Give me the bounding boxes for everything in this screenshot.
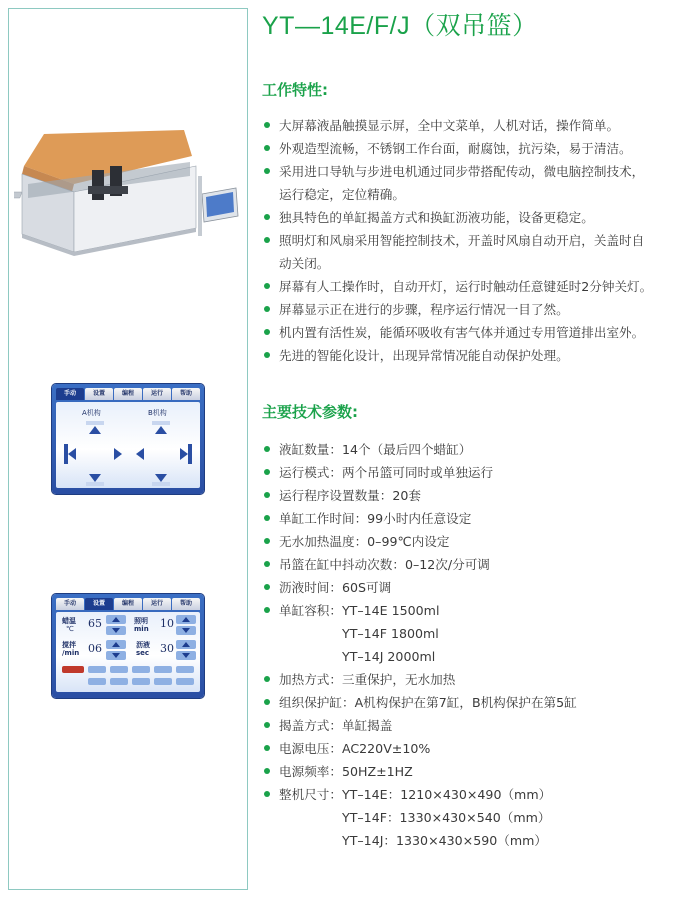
spec-value: 单缸揭盖 xyxy=(341,718,393,733)
spec-item xyxy=(262,714,674,737)
drain-unit: sec xyxy=(136,649,150,657)
features-list xyxy=(262,114,674,367)
wax-temp-unit: ℃ xyxy=(66,625,74,633)
spec-item xyxy=(262,576,674,599)
spec-label: 运行程序设置数量： xyxy=(279,488,393,503)
arrow-right-icon xyxy=(180,444,192,464)
arrow-up-icon xyxy=(152,421,170,434)
tab-run[interactable]: 运行 xyxy=(143,388,171,400)
tab-settings[interactable]: 设置 xyxy=(85,598,113,610)
feature-item: 运行稳定，定位精确。 xyxy=(279,187,405,202)
spec-value: YT–14E 1500ml xyxy=(341,603,440,618)
touchscreen-manual-view xyxy=(52,384,204,494)
spec-value: A机构保护在第7缸，B机构保护在第5缸 xyxy=(354,695,577,710)
tab-help[interactable]: 帮助 xyxy=(172,598,200,610)
spec-label: 单缸工作时间： xyxy=(279,511,368,526)
wax-temp-label: 蜡温 xyxy=(62,617,76,625)
stepper-buttons xyxy=(56,612,200,692)
feature-item: 屏幕有人工操作时，自动开灯，运行时触动任意键延时2分钟关灯。 xyxy=(262,275,674,298)
spec-item xyxy=(262,484,674,507)
spec-value: YT–14F 1800ml xyxy=(342,626,439,641)
light-value: 10 xyxy=(160,617,174,630)
light-unit: min xyxy=(134,625,149,633)
spec-label: 加热方式： xyxy=(279,672,342,687)
arrow-left-icon xyxy=(64,444,76,464)
arrow-up-icon xyxy=(86,421,104,434)
tab-program[interactable]: 编程 xyxy=(114,388,142,400)
spec-label: 整机尺寸： xyxy=(279,787,342,802)
tab-program[interactable]: 编程 xyxy=(114,598,142,610)
feature-item: 动关闭。 xyxy=(279,256,330,271)
spec-value: YT–14J：1330×430×590（mm） xyxy=(342,833,547,848)
spec-label: 电源电压： xyxy=(279,741,342,756)
spec-value: 0–12次/分可调 xyxy=(404,557,490,572)
feature-item: 外观造型流畅，不锈钢工作台面，耐腐蚀，抗污染，易于清洁。 xyxy=(262,137,674,160)
spec-item xyxy=(262,553,674,576)
feature-item: 先进的智能化设计，出现异常情况能自动保护处理。 xyxy=(262,344,674,367)
spec-value: YT–14J 2000ml xyxy=(342,649,436,664)
feature-item: 屏幕显示正在进行的步骤，程序运行情况一目了然。 xyxy=(262,298,674,321)
spec-value: 14个（最后四个蜡缸） xyxy=(341,442,472,457)
spec-label: 揭盖方式： xyxy=(279,718,342,733)
spec-value: 60S可调 xyxy=(341,580,392,595)
spec-value: 50HZ±1HZ xyxy=(341,764,413,779)
tab-settings[interactable]: 设置 xyxy=(85,388,113,400)
spec-item xyxy=(262,507,674,530)
spec-item xyxy=(262,668,674,691)
feature-item: 照明灯和风扇采用智能控制技术，开盖时风扇自动开启，关盖时自 xyxy=(262,229,674,252)
arrow-left-icon xyxy=(136,448,144,460)
light-label: 照明 xyxy=(134,617,148,625)
spec-label: 组织保护缸： xyxy=(279,695,355,710)
wax-temp-value: 65 xyxy=(88,617,102,630)
spec-value: 99小时内任意设定 xyxy=(367,511,472,526)
spec-value-continued xyxy=(262,645,674,668)
spec-value: 三重保护，无水加热 xyxy=(341,672,456,687)
spec-value: 0–99℃内设定 xyxy=(367,534,450,549)
feature-item: 独具特色的单缸揭盖方式和换缸沥液功能，设备更稳定。 xyxy=(262,206,674,229)
stir-unit: /min xyxy=(62,649,80,657)
spec-label: 电源频率： xyxy=(279,764,342,779)
spec-item xyxy=(262,438,674,461)
drain-value: 30 xyxy=(160,642,174,655)
spec-item xyxy=(262,760,674,783)
mechanism-b-label: B机构 xyxy=(148,409,167,417)
spec-item xyxy=(262,530,674,553)
screen-tabs xyxy=(56,598,200,610)
tab-run[interactable]: 运行 xyxy=(143,598,171,610)
feature-item: 机内置有活性炭，能循环吸收有害气体并通过专用管道排出室外。 xyxy=(262,321,674,344)
spec-value-continued xyxy=(262,829,674,852)
spec-value: YT–14E：1210×430×490（mm） xyxy=(341,787,552,802)
processor-machine-illustration xyxy=(14,126,246,276)
arrow-controls xyxy=(56,402,200,488)
spec-value: YT–14F：1330×430×540（mm） xyxy=(342,810,551,825)
arrow-down-icon xyxy=(86,474,104,486)
stir-label: 搅拌 xyxy=(62,641,76,649)
features-heading: 工作特性: xyxy=(262,81,328,99)
screen-body xyxy=(56,402,200,488)
screen-tabs xyxy=(56,388,200,400)
spec-label: 运行模式： xyxy=(279,465,342,480)
mechanism-a-label: A机构 xyxy=(82,409,101,417)
spec-item xyxy=(262,691,674,714)
spec-item xyxy=(262,783,674,806)
spec-item xyxy=(262,737,674,760)
spec-item xyxy=(262,599,674,622)
spec-value: 两个吊篮可同时或单独运行 xyxy=(341,465,494,480)
feature-item: 采用进口导轨与步进电机通过同步带搭配传动，微电脑控制技术， xyxy=(262,160,674,183)
tab-manual[interactable]: 手动 xyxy=(56,598,84,610)
spec-value-continued xyxy=(262,806,674,829)
arrow-down-icon xyxy=(152,474,170,486)
drain-label: 沥液 xyxy=(136,641,150,649)
spec-item xyxy=(262,461,674,484)
basket-mechanism-a xyxy=(92,170,104,200)
spec-label: 单缸容积： xyxy=(279,603,342,618)
spec-value: AC220V±10% xyxy=(341,741,431,756)
feature-item: 大屏幕液晶触摸显示屏，全中文菜单，人机对话，操作简单。 xyxy=(262,114,674,137)
spec-label: 无水加热温度： xyxy=(279,534,368,549)
status-indicator-red xyxy=(62,666,84,673)
specs-list xyxy=(262,438,674,852)
spec-value: 20套 xyxy=(392,488,421,503)
screen-body xyxy=(56,612,200,692)
spec-label: 沥液时间： xyxy=(279,580,342,595)
spec-label: 吊篮在缸中抖动次数： xyxy=(279,557,405,572)
stir-value: 06 xyxy=(88,642,102,655)
tab-manual[interactable]: 手动 xyxy=(56,388,84,400)
specs-heading: 主要技术参数: xyxy=(262,403,358,421)
spec-label: 液缸数量： xyxy=(279,442,342,457)
arrow-right-icon xyxy=(114,448,122,460)
tab-help[interactable]: 帮助 xyxy=(172,388,200,400)
spec-value-continued xyxy=(262,622,674,645)
page-title: YT—14E/F/J（双吊篮） xyxy=(262,12,538,40)
touchscreen-settings-view xyxy=(52,594,204,698)
